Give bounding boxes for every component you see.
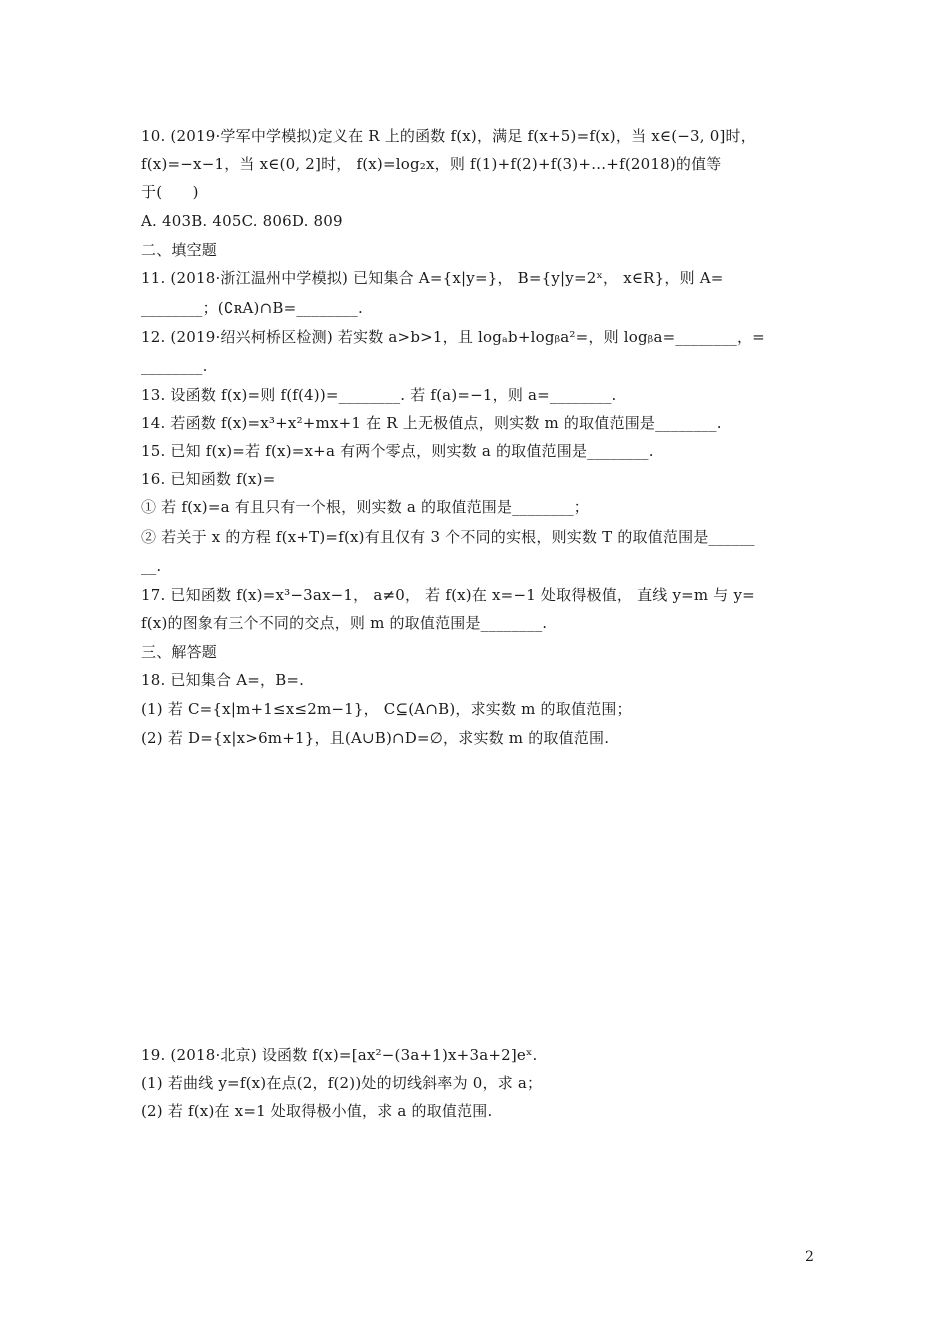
q15-text: 15. 已知 f(x)=若 f(x)=x+a 有两个零点，则实数 a 的取值范围是________. [141,442,654,460]
q12-line1: 12. (2019·绍兴柯桥区检测) 若实数 a>b>1，且 logₐb+logᵦa²=，则 logᵦa=________，= [141,328,765,346]
q18-part1: (1) 若 C={x|m+1≤x≤2m−1}， C⊆(A∩B)，求实数 m 的取值范围； [141,700,632,718]
q17-line1: 17. 已知函数 f(x)=x³−3ax−1， a≠0， 若 f(x)在 x=−1 处取得极值， 直线 y=m 与 y= [141,586,755,604]
q13-text: 13. 设函数 f(x)=则 f(f(4))=________. 若 f(a)=−1，则 a=________. [141,386,617,404]
page-number: 2 [805,1249,814,1265]
q18-part2: (2) 若 D={x|x>6m+1}，且(A∪B)∩D=∅，求实数 m 的取值范围. [141,729,610,747]
q14-text: 14. 若函数 f(x)=x³+x²+mx+1 在 R 上无极值点，则实数 m 的取值范围是________. [141,414,722,432]
q12-line2: ________. [141,357,208,375]
q19-part2: (2) 若 f(x)在 x=1 处取得极小值，求 a 的取值范围. [141,1102,493,1120]
section-2-title: 二、填空题 [141,241,218,259]
section-3-title: 三、解答题 [141,643,218,661]
q17-line2: f(x)的图象有三个不同的交点，则 m 的取值范围是________. [141,614,548,632]
q16-stem: 16. 已知函数 f(x)= [141,470,276,488]
q10-line3: 于( ) [141,183,199,201]
q11-line2: ________；(∁ʀA)∩B=________. [141,299,363,317]
q11-line1: 11. (2018·浙江温州中学模拟) 已知集合 A={x|y=}， B={y|y=2ˣ， x∈R}，则 A= [141,269,724,287]
q10-line2: f(x)=−x−1，当 x∈(0, 2]时， f(x)=log₂x，则 f(1)+f(2)+f(3)+…+f(2018)的值等 [141,155,722,173]
q10-line1: 10. (2019·学军中学模拟)定义在 R 上的函数 f(x)，满足 f(x+5)=f(x)，当 x∈(−3, 0]时， [141,127,756,145]
q18-stem: 18. 已知集合 A=，B=. [141,671,305,689]
q19-stem: 19. (2018·北京) 设函数 f(x)=[ax²−(3a+1)x+3a+2]eˣ. [141,1046,538,1064]
q16-part2-cont: __. [141,557,162,575]
q16-part2: ② 若关于 x 的方程 f(x+T)=f(x)有且仅有 3 个不同的实根，则实数 T 的取值范围是______ [141,528,755,546]
q16-part1: ① 若 f(x)=a 有且只有一个根，则实数 a 的取值范围是________； [141,498,590,516]
q19-part1: (1) 若曲线 y=f(x)在点(2，f(2))处的切线斜率为 0，求 a； [141,1074,543,1092]
q10-options: A. 403B. 405C. 806D. 809 [141,212,343,230]
